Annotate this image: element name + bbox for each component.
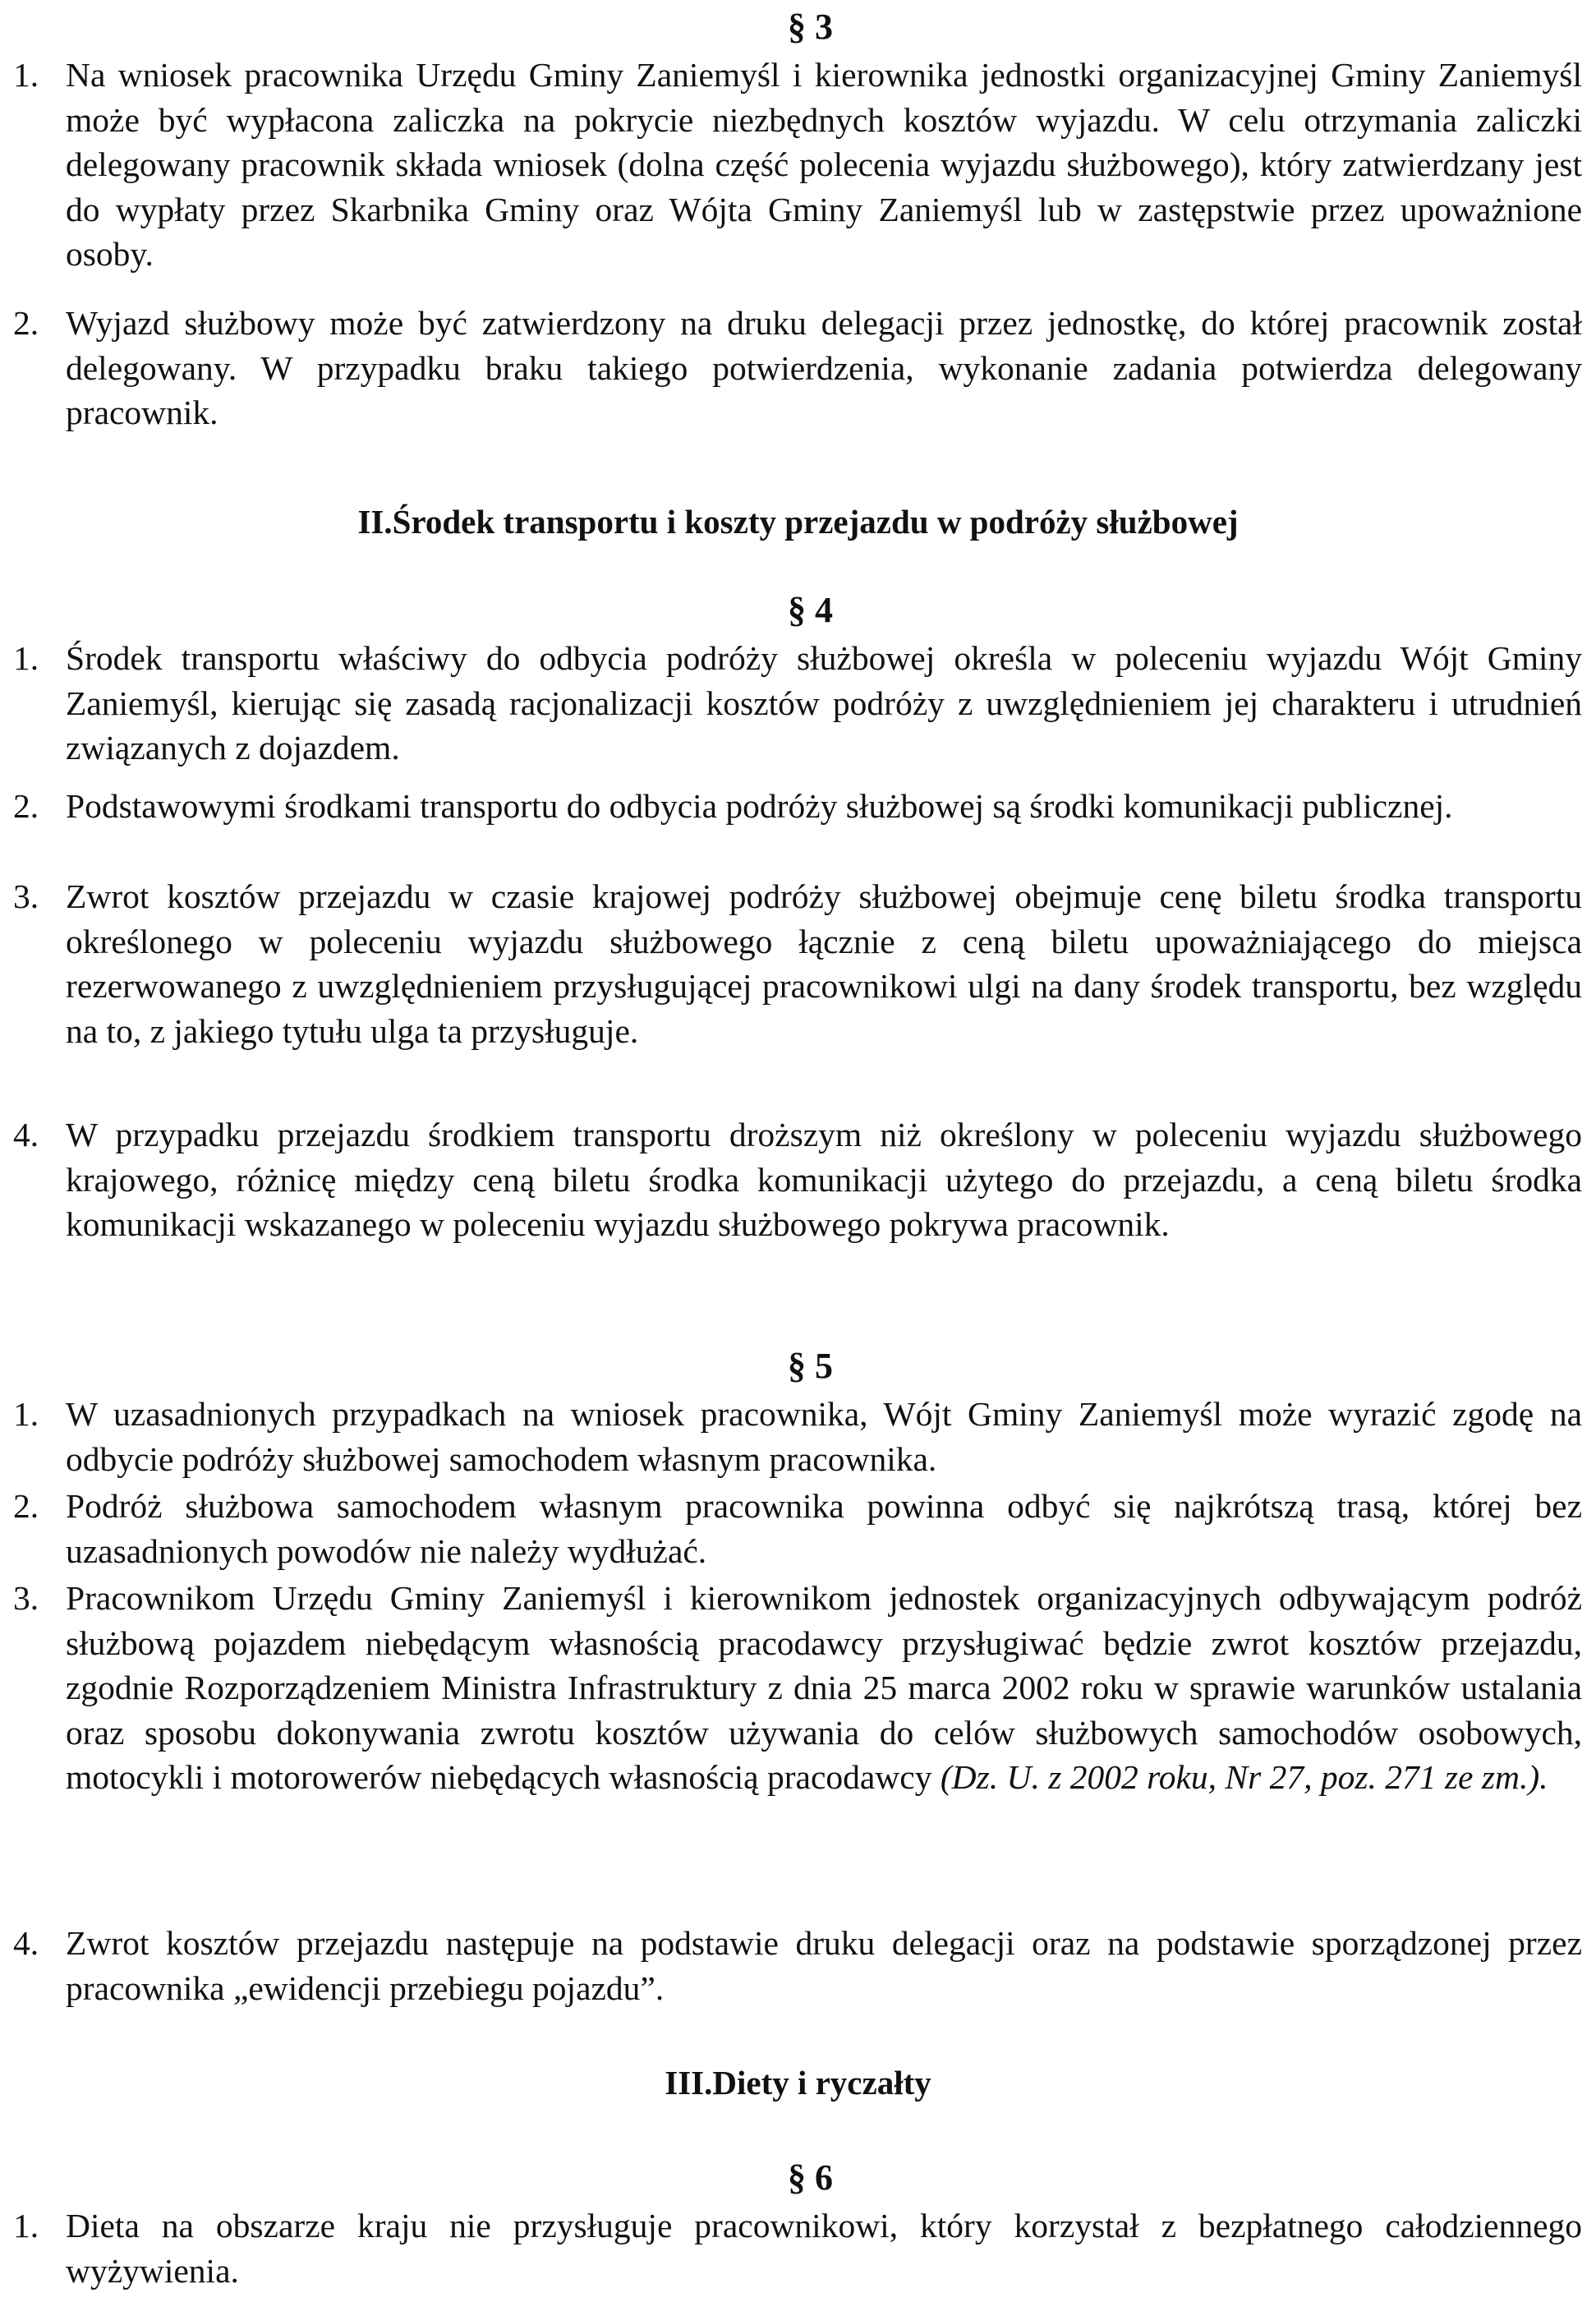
s4-item-1 xyxy=(13,636,1582,771)
item-text xyxy=(66,1576,1582,1800)
item-number: 2. xyxy=(13,304,39,342)
s4-item-2 xyxy=(13,784,1582,829)
s5-item-1 xyxy=(13,1392,1582,1481)
section-sign-4: § 4 xyxy=(788,590,833,630)
chapter-title-2: II.Środek transportu i koszty przejazdu w podróży służbowej xyxy=(357,503,1239,541)
s3-item-2 xyxy=(13,301,1582,435)
s6-item-1 xyxy=(13,2203,1582,2293)
item-number: 4. xyxy=(13,1924,39,1962)
item-text: Dieta na obszarze kraju nie przysługuje pracownikowi, który korzystał z bezpłatnego całodziennego wyżywienia. xyxy=(66,2207,1582,2290)
item-number: 1. xyxy=(13,639,39,677)
item-number: 4. xyxy=(13,1116,39,1153)
s4-item-4 xyxy=(13,1112,1582,1247)
item-text: Wyjazd służbowy może być zatwierdzony na druku delegacji przez jednostkę, do której pracownik został delegowany. W przypadku braku takiego potwierdzenia, wykonanie zadania potwierdza delegowany pracownik. xyxy=(66,304,1582,431)
s5-item-3 xyxy=(13,1576,1582,1800)
item-number: 1. xyxy=(13,2207,39,2244)
item-text: Zwrot kosztów przejazdu następuje na podstawie druku delegacji oraz na podstawie sporządzonej przez pracownika „ewidencji przebiegu pojazdu”. xyxy=(66,1924,1582,2007)
item-text: Podstawowymi środkami transportu do odbycia podróży służbowej są środki komunikacji publicznej. xyxy=(66,787,1453,825)
item-number: 2. xyxy=(13,787,39,825)
item-number: 2. xyxy=(13,1487,39,1525)
item-text: Zwrot kosztów przejazdu w czasie krajowej podróży służbowej obejmuje cenę biletu środka transportu określonego w poleceniu wyjazdu służbowego łącznie z ceną biletu upoważniającego do miejsca rezerwowanego z uwzględnieniem przysługującej pracownikowi ulgi na dany środek transportu, bez względu na to, z jakiego tytułu ulga ta przysługuje. xyxy=(66,877,1582,1050)
item-number: 1. xyxy=(13,1395,39,1433)
s5-item-2 xyxy=(13,1484,1582,1573)
item-text-body: Pracownikom Urzędu Gminy Zaniemyśl i kierownikom jednostek organizacyjnych odbywającym podróż służbową pojazdem niebędącym własnością pracodawcy przysługiwać będzie zwrot kosztów przejazdu, zgodnie Rozporządzeniem Ministra Infrastruktury z dnia 25 marca 2002 roku w sprawie warunków ustalania oraz sposobu dokonywania zwrotu kosztów używania do celów służbowych samochodów osobowych, motocykli i motorowerów niebędących własnością pracodawcy xyxy=(66,1579,1582,1796)
legal-citation: (Dz. U. z 2002 roku, Nr 27, poz. 271 ze zm.). xyxy=(940,1758,1548,1796)
item-text: Podróż służbowa samochodem własnym pracownika powinna odbyć się najkrótszą trasą, której bez uzasadnionych powodów nie należy wydłużać. xyxy=(66,1487,1582,1570)
item-number: 1. xyxy=(13,56,39,94)
item-text: W uzasadnionych przypadkach na wniosek pracownika, Wójt Gminy Zaniemyśl może wyrazić zgodę na odbycie podróży służbowej samochodem własnym pracownika. xyxy=(66,1395,1582,1478)
s3-item-1 xyxy=(13,53,1582,277)
section-sign-6: § 6 xyxy=(788,2157,833,2198)
item-number: 3. xyxy=(13,1579,39,1617)
section-sign-5: § 5 xyxy=(788,1346,833,1386)
chapter-title-3: III.Diety i ryczałty xyxy=(665,2064,931,2102)
item-text: Środek transportu właściwy do odbycia podróży służbowej określa w poleceniu wyjazdu Wójt Gminy Zaniemyśl, kierując się zasadą racjonalizacji kosztów podróży z uwzględnieniem jej charakteru i utrudnień związanych z dojazdem. xyxy=(66,639,1582,767)
section-sign-3: § 3 xyxy=(788,7,833,47)
s4-item-3 xyxy=(13,874,1582,1053)
s5-item-4 xyxy=(13,1921,1582,2010)
item-text: Na wniosek pracownika Urzędu Gminy Zaniemyśl i kierownika jednostki organizacyjnej Gminy Zaniemyśl może być wypłacona zaliczka na pokrycie niezbędnych kosztów wyjazdu. W celu otrzymania zaliczki delegowany pracownik składa wniosek (dolna część polecenia wyjazdu służbowego), który zatwierdzany jest do wypłaty przez Skarbnika Gminy oraz Wójta Gminy Zaniemyśl lub w zastępstwie przez upoważnione osoby. xyxy=(66,56,1582,273)
item-number: 3. xyxy=(13,877,39,915)
item-text: W przypadku przejazdu środkiem transportu droższym niż określony w poleceniu wyjazdu służbowego krajowego, różnicę między ceną biletu środka komunikacji użytego do przejazdu, a ceną biletu środka komunikacji wskazanego w poleceniu wyjazdu służbowego pokrywa pracownik. xyxy=(66,1116,1582,1243)
